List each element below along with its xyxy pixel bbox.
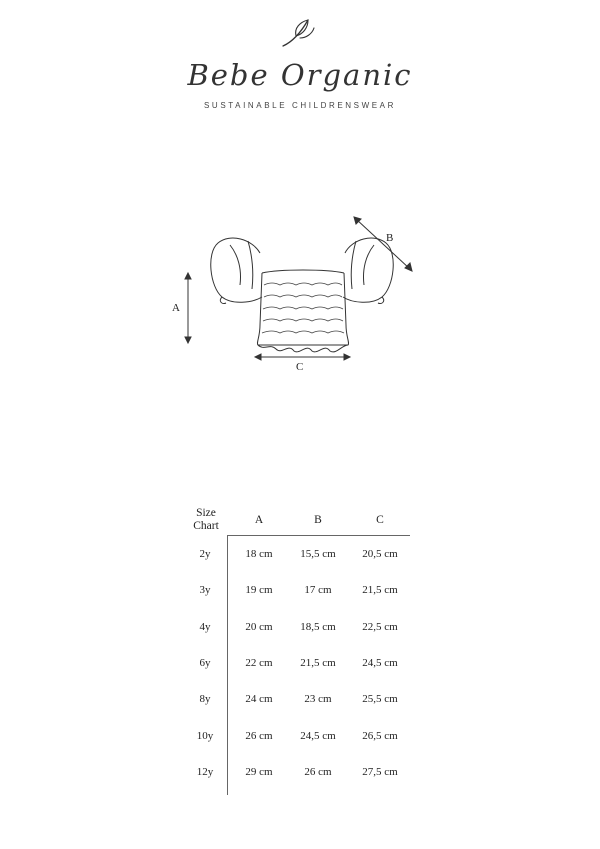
measurement-a-cell: 22 cm (245, 656, 273, 669)
size-label: 3y (199, 584, 211, 597)
measurement-a-cell: 18 cm (245, 548, 273, 560)
dimension-b-label: B (386, 232, 394, 244)
measurement-b-cell: 23 cm (304, 693, 332, 706)
size-label: 4y (199, 620, 211, 633)
size-chart-title-line2: Chart (193, 520, 219, 533)
table-horizontal-rule (227, 535, 410, 536)
measurement-b-cell: 15,5 cm (300, 548, 336, 560)
measurement-b-cell: 21,5 cm (300, 656, 336, 669)
measurement-a-cell: 19 cm (245, 584, 273, 597)
brand-tagline: SUSTAINABLE CHILDRENSWEAR (204, 101, 396, 110)
measurement-b-cell: 17 cm (304, 584, 332, 597)
measurement-c-cell: 26,5 cm (362, 729, 398, 742)
brand-name: Bebe Organic (187, 58, 413, 92)
measurement-a-cell: 20 cm (245, 620, 273, 633)
measurement-c-cell: 20,5 cm (362, 548, 398, 560)
measurement-a-cell: 24 cm (245, 693, 273, 706)
dimension-a-label: A (172, 302, 180, 314)
measurement-c-cell: 22,5 cm (362, 620, 398, 633)
column-header-b: B (314, 514, 322, 526)
dimension-c-label: C (296, 361, 304, 373)
measurement-b-cell: 26 cm (304, 765, 332, 778)
column-header-c: C (376, 514, 384, 526)
size-chart-title-line1: Size (196, 507, 216, 519)
measurement-c-cell: 24,5 cm (362, 656, 398, 669)
leaf-sprig-icon (278, 14, 322, 50)
measurement-b-cell: 24,5 cm (300, 729, 336, 742)
size-label: 2y (199, 548, 211, 560)
measurement-c-cell: 25,5 cm (362, 693, 398, 706)
size-chart-title (185, 507, 227, 533)
column-header-a: A (254, 514, 264, 526)
measurement-a-cell: 26 cm (245, 729, 273, 742)
size-label: 10y (196, 729, 214, 742)
size-label: 12y (196, 765, 214, 778)
measurement-c-cell: 27,5 cm (362, 765, 398, 778)
garment-diagram (160, 205, 430, 385)
measurement-a-cell: 29 cm (245, 765, 273, 778)
size-label: 6y (199, 656, 211, 669)
brand-header (0, 0, 600, 120)
measurement-b-cell: 18,5 cm (300, 620, 336, 633)
measurement-c-cell: 21,5 cm (362, 584, 398, 597)
size-label: 8y (199, 693, 211, 706)
